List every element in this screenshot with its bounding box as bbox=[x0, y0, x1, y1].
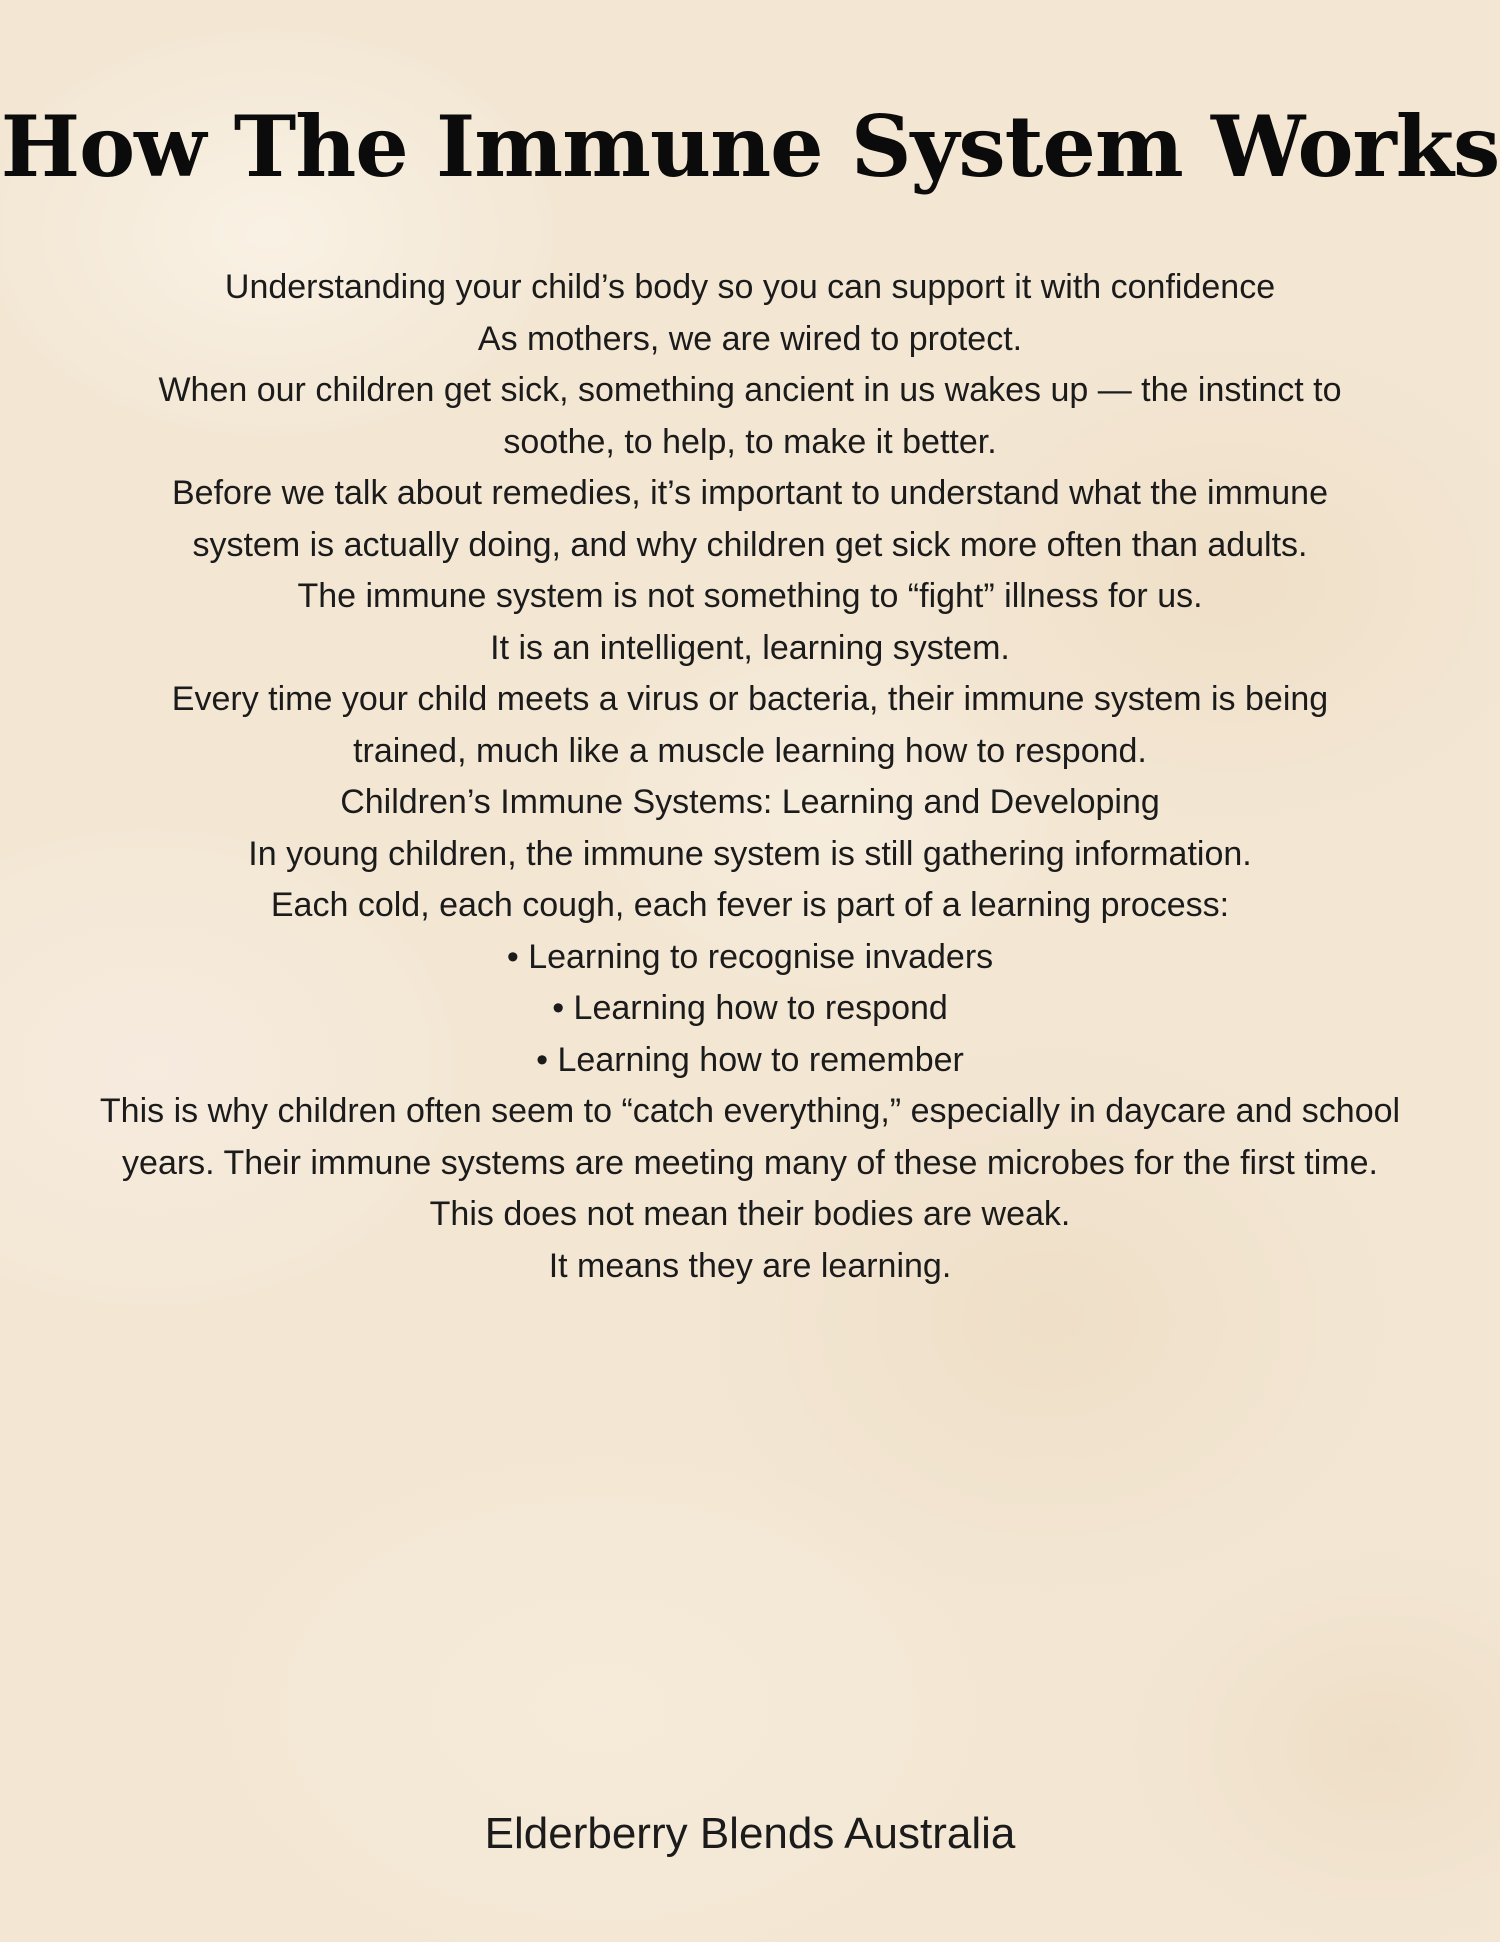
page-title: How The Immune System Works bbox=[0, 97, 1500, 196]
section-heading: Children’s Immune Systems: Learning and Developing bbox=[340, 783, 1160, 821]
body-paragraph: Each cold, each cough, each fever is part of a learning process: bbox=[270, 886, 1230, 924]
body-text bbox=[90, 262, 1410, 1292]
body-paragraph: It is an intelligent, learning system. bbox=[490, 628, 1010, 667]
bullet-item: • Learning to recognise invaders bbox=[506, 937, 994, 976]
body-paragraph: This is why children often seem to “catch everything,” especially in daycare and school years. Their immune systems are meeting many of these microbes for the first time. bbox=[99, 1092, 1401, 1182]
bullet-item: • Learning how to respond bbox=[552, 989, 948, 1027]
body-paragraph: Before we talk about remedies, it’s important to understand what the immune system is actually doing, and why children get sick more often than adults. bbox=[172, 474, 1328, 564]
body-paragraph: It means they are learning. bbox=[548, 1246, 952, 1285]
body-paragraph: When our children get sick, something ancient in us wakes up — the instinct to soothe, to help, to make it better. bbox=[158, 371, 1342, 461]
footer-brand-name: Elderberry Blends Australia bbox=[484, 1809, 1016, 1858]
body-paragraph: Every time your child meets a virus or bacteria, their immune system is being trained, much like a muscle learning how to respond. bbox=[171, 680, 1329, 770]
bullet-item: • Learning how to remember bbox=[536, 1040, 964, 1079]
subtitle-paragraph: Understanding your child’s body so you can support it with confidence bbox=[224, 268, 1276, 306]
body-paragraph: This does not mean their bodies are weak. bbox=[429, 1195, 1071, 1233]
body-paragraph: The immune system is not something to “fight” illness for us. bbox=[297, 577, 1203, 615]
body-paragraph: As mothers, we are wired to protect. bbox=[477, 319, 1023, 358]
body-paragraph: In young children, the immune system is still gathering information. bbox=[248, 834, 1252, 873]
